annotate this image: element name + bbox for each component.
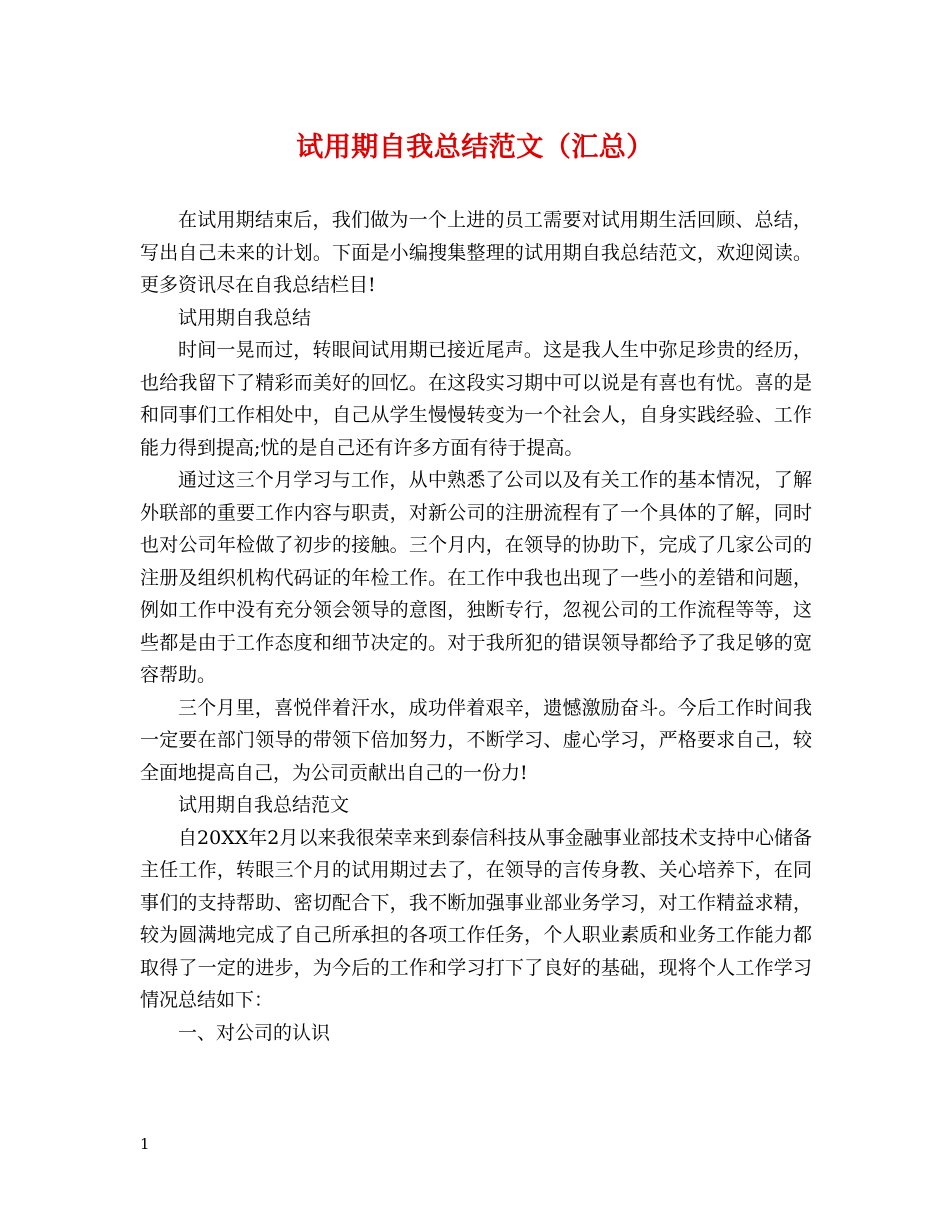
paragraph-intro: 在试用期结束后，我们做为一个上进的员工需要对试用期生活回顾、总结，写出自己未来的计划。下面是小编搜集整理的试用期自我总结范文，欢迎阅读。更多资讯尽在自我总结栏目! <box>140 209 812 296</box>
page-number: 1 <box>140 1135 150 1153</box>
document-body <box>140 204 812 1049</box>
paragraph: 三个月里，喜悦伴着汗水，成功伴着艰辛，遗憾激励奋斗。今后工作时间我一定要在部门领导的带领下倍加努力，不断学习、虚心学习，严格要求自己，较全面地提高自己，为公司贡献出自己的一份力! <box>140 696 812 784</box>
subsection-heading: 一、对公司的认识 <box>178 1021 331 1044</box>
paragraph: 通过这三个月学习与工作，从中熟悉了公司以及有关工作的基本情况，了解外联部的重要工作内容与职责，对新公司的注册流程有了一个具体的了解，同时也对公司年检做了初步的接触。三个月内，在领导的协助下，完成了几家公司的注册及组织机构代码证的年检工作。在工作中我也出现了一些小的差错和问题，例如工作中没有充分领会领导的意图，独断专行，忽视公司的工作流程等等，这些都是由于工作态度和细节决定的。对于我所犯的错误领导都给予了我足够的宽容帮助。 <box>140 469 812 686</box>
document-title: 试用期自我总结范文（汇总） <box>296 132 654 163</box>
section-heading: 试用期自我总结范文 <box>178 794 350 816</box>
section-heading: 试用期自我总结 <box>178 306 312 329</box>
paragraph: 自20XX年2月以来我很荣幸来到泰信科技从事金融事业部技术支持中心储备主任工作，转眼三个月的试用期过去了，在领导的言传身教、关心培养下，在同事们的支持帮助、密切配合下，我不断加强事业部业务学习，对工作精益求精，较为圆满地完成了自己所承担的各项工作任务，个人职业素质和业务工作能力都取得了一定的进步，为今后的工作和学习打下了良好的基础，现将个人工作学习情况总结如下： <box>140 826 812 1011</box>
paragraph: 时间一晃而过，转眼间试用期已接近尾声。这是我人生中弥足珍贵的经历，也给我留下了精彩而美好的回忆。在这段实习期中可以说是有喜也有忧。喜的是和同事们工作相处中，自己从学生慢慢转变为一个社会人，自身实践经验、工作能力得到提高;忧的是自己还有许多方面有待于提高。 <box>140 339 812 459</box>
